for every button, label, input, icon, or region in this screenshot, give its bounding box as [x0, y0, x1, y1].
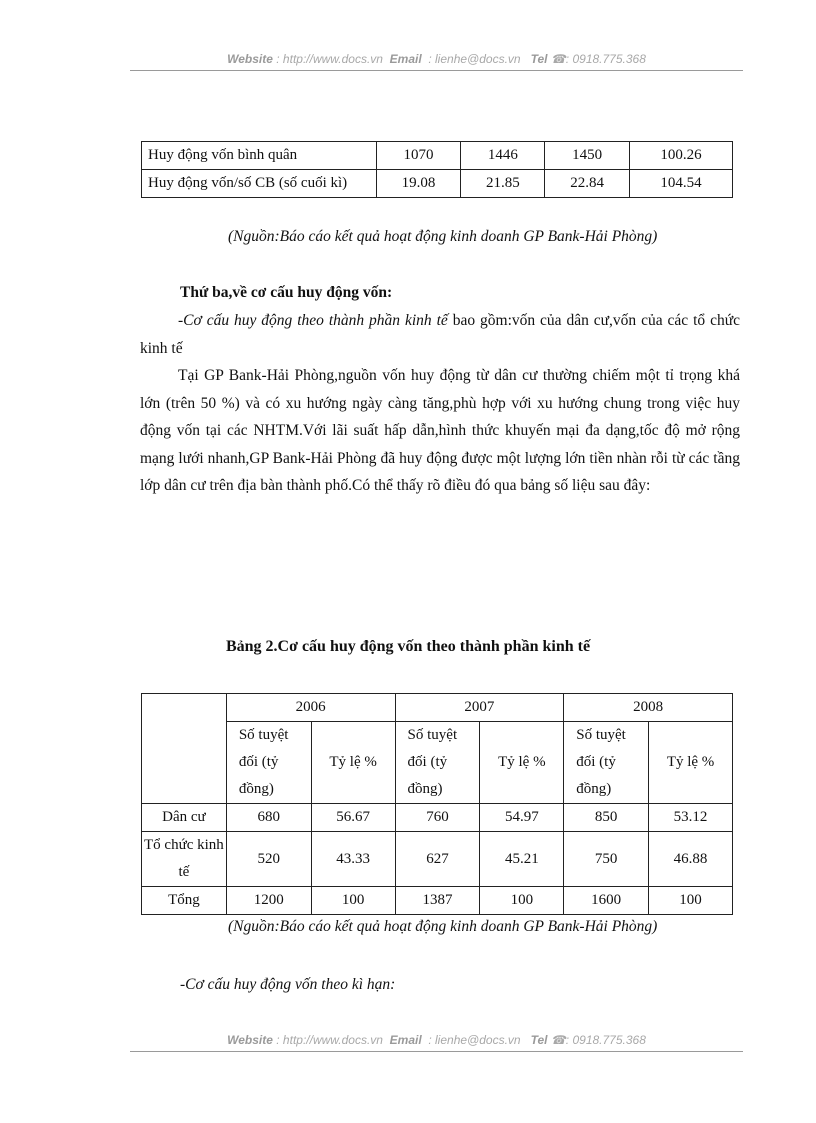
- table-cell: 1446: [461, 142, 545, 170]
- table-cell: 21.85: [461, 170, 545, 198]
- page-footer: [130, 1033, 743, 1047]
- table-cell: 1200: [226, 887, 311, 915]
- table-cell: 43.33: [311, 832, 395, 887]
- table-cell: 100: [311, 887, 395, 915]
- table-cell: 100.26: [630, 142, 733, 170]
- paragraph-1-text: bao gồm:vốn của dân cư,vốn của các tổ chức kinh tế: [140, 312, 740, 357]
- phone-icon: ☎: [550, 52, 566, 66]
- abs-header: Số tuyệt đối (tỷ đồng): [395, 722, 480, 804]
- source-note: (Nguồn:Báo cáo kết quả hoạt động kinh doanh GP Bank-Hải Phòng): [228, 228, 658, 245]
- section-heading: Thứ ba,về cơ cấu huy động vốn:: [180, 284, 393, 301]
- table-cell: 45.21: [480, 832, 564, 887]
- page-header: [130, 52, 743, 66]
- abs-header: Số tuyệt đối (tỷ đồng): [564, 722, 649, 804]
- table-row: [142, 832, 733, 887]
- table-row: [142, 170, 733, 198]
- row-label: Dân cư: [142, 804, 227, 832]
- closing-heading: -Cơ cấu huy động vốn theo kì hạn:: [180, 976, 396, 993]
- table-subheader-row: [142, 722, 733, 804]
- table-cell: 520: [226, 832, 311, 887]
- abs-header: Số tuyệt đối (tỷ đồng): [226, 722, 311, 804]
- row-label: Tổng: [142, 887, 227, 915]
- header-corner: [142, 694, 227, 804]
- paragraph-1-italic: -Cơ cấu huy động theo thành phần kinh tế: [178, 312, 448, 329]
- table-cell: 627: [395, 832, 480, 887]
- table-cell: 46.88: [649, 832, 733, 887]
- table-cell: 680: [226, 804, 311, 832]
- row-label: Tổ chức kinh tế: [142, 832, 227, 887]
- year-header: 2008: [564, 694, 733, 722]
- pct-header: Tỷ lệ %: [311, 722, 395, 804]
- email-label: Email: [389, 1033, 422, 1047]
- tel-value: : 0918.775.368: [565, 52, 646, 66]
- tel-value: : 0918.775.368: [565, 1033, 646, 1047]
- table-cell: 56.67: [311, 804, 395, 832]
- pct-header: Tỷ lệ %: [480, 722, 564, 804]
- footer-rule: [130, 1051, 743, 1052]
- funding-structure-table: [141, 693, 733, 915]
- funding-summary-table: [141, 141, 733, 198]
- email-value: : lienhe@docs.vn: [428, 1033, 521, 1047]
- table-title: Bảng 2.Cơ cấu huy động vốn theo thành phần kinh tế: [225, 638, 591, 655]
- table-cell: 1070: [376, 142, 461, 170]
- website-url: : http://www.docs.vn: [276, 1033, 383, 1047]
- table-cell: 760: [395, 804, 480, 832]
- table-cell: 1387: [395, 887, 480, 915]
- email-label: Email: [389, 52, 422, 66]
- table-cell: 22.84: [545, 170, 630, 198]
- table-cell: 1450: [545, 142, 630, 170]
- header-rule: [130, 70, 743, 71]
- table-cell: 53.12: [649, 804, 733, 832]
- row-label: Huy động vốn bình quân: [142, 142, 377, 170]
- table-cell: 750: [564, 832, 649, 887]
- table-row: [142, 804, 733, 832]
- paragraph-1: [140, 307, 740, 362]
- paragraph-2: Tại GP Bank-Hải Phòng,nguồn vốn huy động từ dân cư thường chiếm một tỉ trọng khá lớn (trên 50 %) và có xu hướng ngày càng tăng,phù hợp với xu hướng chung trong việc huy động vốn tại các NHTM.Với lãi suất hấp dẫn,hình thức khuyến mại đa dạng,tốc độ mở rộng mạng lưới nhanh,GP Bank-Hải Phòng đã huy động được một lượng lớn tiền nhàn rỗi từ các tầng lớp dân cư trên địa bàn thành phố.Có thể thấy rõ điều đó qua bảng số liệu sau đây:: [140, 367, 740, 494]
- source-note-2: (Nguồn:Báo cáo kết quả hoạt động kinh doanh GP Bank-Hải Phòng): [228, 918, 658, 935]
- table-row: [142, 142, 733, 170]
- table-cell: 850: [564, 804, 649, 832]
- table-header-row: [142, 694, 733, 722]
- phone-icon: ☎: [550, 1033, 566, 1047]
- table-cell: 100: [649, 887, 733, 915]
- table-cell: 19.08: [376, 170, 461, 198]
- table-row: [142, 887, 733, 915]
- table-cell: 54.97: [480, 804, 564, 832]
- table-cell: 104.54: [630, 170, 733, 198]
- table-cell: 1600: [564, 887, 649, 915]
- pct-header: Tỷ lệ %: [649, 722, 733, 804]
- year-header: 2006: [226, 694, 395, 722]
- website-url: : http://www.docs.vn: [276, 52, 383, 66]
- row-label: Huy động vốn/số CB (số cuối kì): [142, 170, 377, 198]
- website-label: Website: [227, 1033, 273, 1047]
- table-cell: 100: [480, 887, 564, 915]
- tel-label: Tel: [530, 52, 548, 66]
- tel-label: Tel: [530, 1033, 548, 1047]
- email-value: : lienhe@docs.vn: [428, 52, 521, 66]
- year-header: 2007: [395, 694, 564, 722]
- website-label: Website: [227, 52, 273, 66]
